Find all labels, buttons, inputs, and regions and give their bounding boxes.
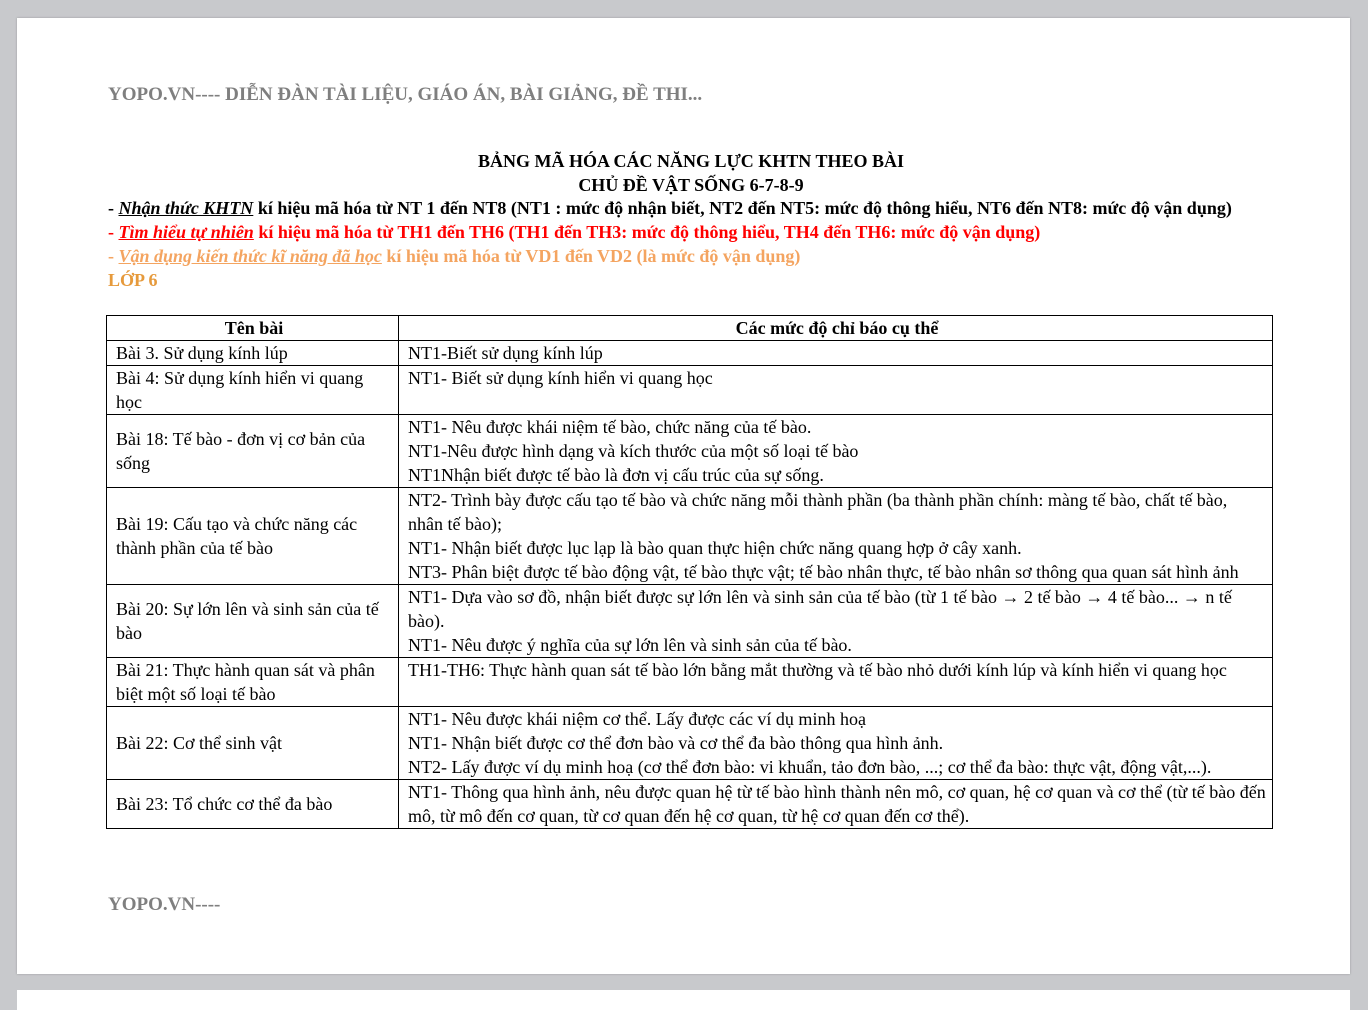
legend-nt-term: Nhận thức KHTN: [118, 198, 254, 218]
indicator-line: NT1- Nhận biết được lục lạp là bào quan thực hiện chức năng quang hợp ở cây xanh.: [408, 538, 1022, 558]
table-row: [107, 780, 1273, 829]
page-footer: YOPO.VN----: [108, 894, 221, 915]
lesson-indicators: [399, 707, 1273, 780]
indicator-line: NT1- Nêu được khái niệm tế bào, chức năng của tế bào.: [408, 417, 812, 437]
indicator-line: NT1- Biết sử dụng kính hiển vi quang học: [408, 368, 713, 388]
legend-vd-text: kí hiệu mã hóa từ VD1 đến VD2 (là mức độ vận dụng): [381, 246, 801, 266]
indicator-line: NT1-Biết sử dụng kính lúp: [408, 343, 603, 363]
indicator-line: NT1- Thông qua hình ảnh, nêu được quan hệ từ tế bào hình thành nên mô, cơ quan, hệ cơ quan và cơ thể (từ tế bào đến mô, từ mô đến cơ quan, từ cơ quan đến hệ cơ quan, từ hệ cơ quan đến cơ thể).: [408, 782, 1266, 826]
lesson-name: Bài 20: Sự lớn lên và sinh sản của tế bào: [107, 585, 399, 658]
indicator-line: NT1- Nêu được ý nghĩa của sự lớn lên và sinh sản của tế bào.: [408, 635, 852, 655]
legend-vd-term: Vận dụng kiến thức kĩ năng đã học: [118, 246, 382, 266]
legend-th: [108, 220, 1274, 244]
next-page-edge: [17, 990, 1350, 1010]
table-row: [107, 707, 1273, 780]
lesson-indicators: [399, 585, 1273, 658]
table-row: [107, 488, 1273, 585]
column-header-lesson: Tên bài: [107, 316, 399, 341]
lesson-name: Bài 4: Sử dụng kính hiển vi quang học: [107, 366, 399, 415]
indicator-line: NT3- Phân biệt được tế bào động vật, tế bào thực vật; tế bào nhân thực, tế bào nhân sơ thông qua quan sát hình ảnh: [408, 562, 1239, 582]
legend-vd: [108, 244, 1274, 268]
lesson-name: Bài 19: Cấu tạo và chức năng các thành phần của tế bào: [107, 488, 399, 585]
lesson-name: Bài 21: Thực hành quan sát và phân biệt một số loại tế bào: [107, 658, 399, 707]
lesson-name: Bài 18: Tế bào - đơn vị cơ bản của sống: [107, 415, 399, 488]
table-row: [107, 585, 1273, 658]
table-row: [107, 366, 1273, 415]
table-header-row: [107, 316, 1273, 341]
page-header: YOPO.VN---- DIỄN ĐÀN TÀI LIỆU, GIÁO ÁN, BÀI GIẢNG, ĐỀ THI...: [108, 84, 703, 105]
legend-th-term: Tìm hiểu tự nhiên: [118, 222, 254, 242]
indicator-line: NT1-Nêu được hình dạng và kích thước của một số loại tế bào: [408, 441, 859, 461]
table-row: [107, 658, 1273, 707]
legend-th-prefix: -: [108, 222, 119, 242]
legend-nt-text: kí hiệu mã hóa từ NT 1 đến NT8 (NT1 : mức độ nhận biết, NT2 đến NT5: mức độ thông hiểu, NT6 đến NT8: mức độ vận dụng): [253, 198, 1232, 218]
grade-label: LỚP 6: [108, 270, 158, 290]
table-row: [107, 341, 1273, 366]
title-line-1: BẢNG MÃ HÓA CÁC NĂNG LỰC KHTN THEO BÀI: [477, 151, 905, 171]
indicator-line: NT1Nhận biết được tế bào là đơn vị cấu trúc của sự sống.: [408, 465, 824, 485]
document-page: [17, 18, 1350, 974]
indicator-line: NT2- Trình bày được cấu tạo tế bào và chức năng mỗi thành phần (ba thành phần chính: màng tế bào, chất tế bào, nhân tế bào);: [408, 490, 1228, 534]
legend-th-text: kí hiệu mã hóa từ TH1 đến TH6 (TH1 đến TH3: mức độ thông hiểu, TH4 đến TH6: mức độ vận dụng): [253, 222, 1041, 242]
legend-nt: [108, 196, 1274, 220]
competency-table: [106, 315, 1273, 829]
lesson-name: Bài 3. Sử dụng kính lúp: [107, 341, 399, 366]
indicator-line: NT2- Lấy được ví dụ minh hoạ (cơ thể đơn bào: vi khuẩn, tảo đơn bào, ...; cơ thể đa bào: thực vật, động vật,...).: [408, 757, 1212, 777]
lesson-name: Bài 22: Cơ thể sinh vật: [107, 707, 399, 780]
legend-vd-prefix: -: [108, 246, 119, 266]
lesson-indicators: [399, 488, 1273, 585]
lesson-indicators: [399, 366, 1273, 415]
lesson-indicators: [399, 658, 1273, 707]
indicator-line: NT1- Dựa vào sơ đồ, nhận biết được sự lớn lên và sinh sản của tế bào (từ 1 tế bào → 2 tế bào → 4 tế bào... → n tế bào).: [408, 587, 1232, 631]
legend: [108, 196, 1274, 292]
table-row: [107, 415, 1273, 488]
lesson-indicators: [399, 415, 1273, 488]
indicator-line: TH1-TH6: Thực hành quan sát tế bào lớn bằng mắt thường và tế bào nhỏ dưới kính lúp và kính hiển vi quang học: [408, 660, 1227, 680]
lesson-indicators: [399, 341, 1273, 366]
legend-nt-prefix: -: [108, 198, 119, 218]
indicator-line: NT1- Nêu được khái niệm cơ thể. Lấy được các ví dụ minh hoạ: [408, 709, 866, 729]
indicator-line: NT1- Nhận biết được cơ thể đơn bào và cơ thể đa bào thông qua hình ảnh.: [408, 733, 944, 753]
document-title: [108, 149, 1274, 197]
lesson-name: Bài 23: Tổ chức cơ thể đa bào: [107, 780, 399, 829]
column-header-indicators: Các mức độ chỉ báo cụ thể: [399, 316, 1273, 341]
lesson-indicators: [399, 780, 1273, 829]
title-line-2: CHỦ ĐỀ VẬT SỐNG 6-7-8-9: [578, 175, 804, 195]
